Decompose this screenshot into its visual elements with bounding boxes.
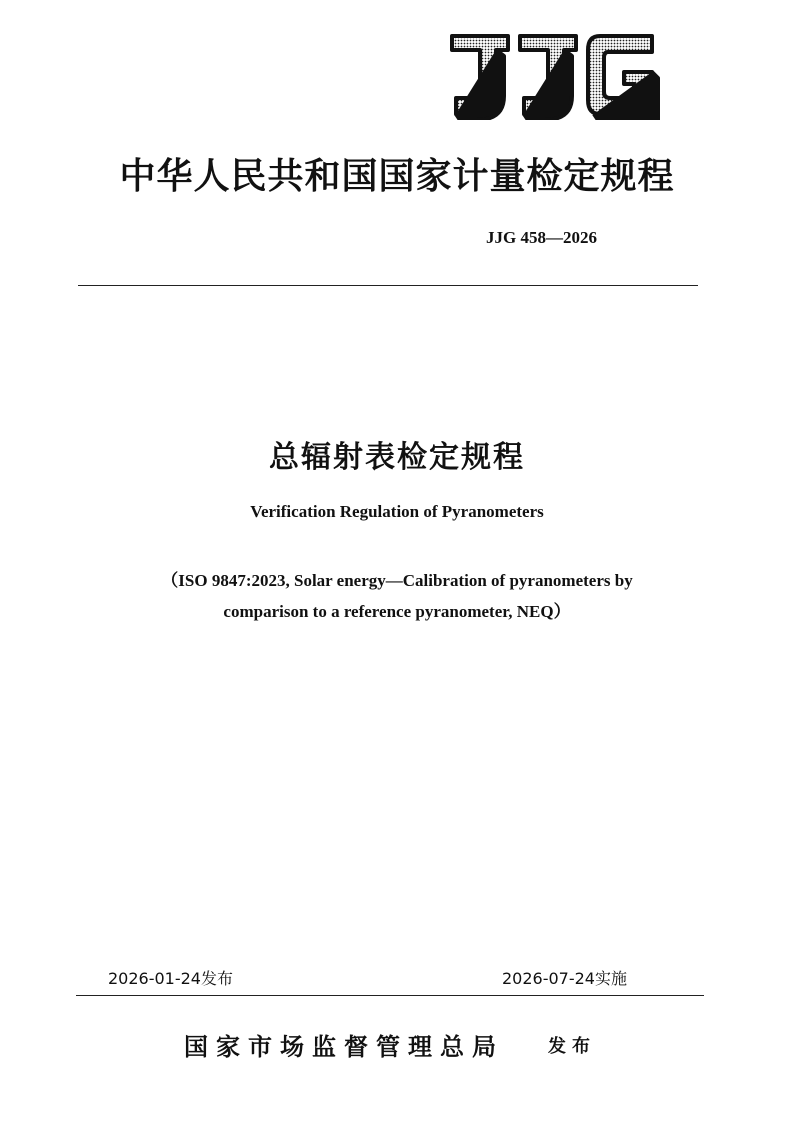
jjg-logo <box>448 30 660 120</box>
logo-letters <box>452 36 658 120</box>
main-title: 中华人民共和国国家计量检定规程 <box>119 156 675 197</box>
divider-top <box>78 285 698 286</box>
document-title-cn: 总辐射表检定规程 <box>269 440 525 475</box>
publisher-name: 国家市场监督管理总局 <box>184 1033 504 1061</box>
divider-bottom <box>76 995 704 996</box>
implementation-date: 2026-07-24实施 <box>502 969 627 988</box>
issue-date: 2026-01-24发布 <box>108 969 233 988</box>
document-title-en: Verification Regulation of Pyranometers <box>250 502 544 521</box>
reference-line-1: （ISO 9847:2023, Solar energy—Calibration of pyranometers by <box>161 571 633 590</box>
publisher-suffix: 发布 <box>548 1036 596 1057</box>
logo-text: JJG <box>448 30 450 31</box>
standard-code: JJG 458—2026 <box>486 228 597 247</box>
reference-line-2: comparison to a reference pyranometer, NEQ） <box>223 602 571 621</box>
